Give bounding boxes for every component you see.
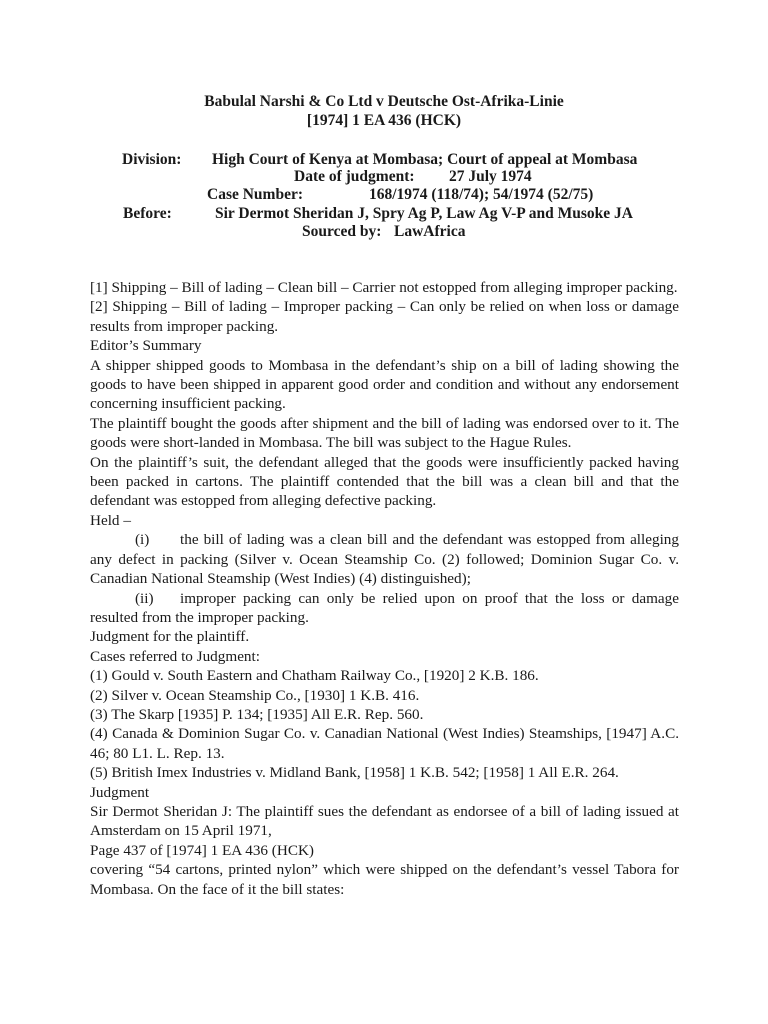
case-reference: (2) Silver v. Ocean Steamship Co., [1930] 1 K.B. 416.	[90, 686, 420, 704]
division-label: Division:	[122, 151, 182, 168]
summary-paragraph: A shipper shipped goods to Mombasa in the defendant’s ship on a bill of lading showing the goods to have been shipped in apparent good order and condition and without any endorsement concerning insufficient packing.	[90, 356, 679, 413]
case-number-value: 168/1974 (118/74); 54/1974 (52/75)	[369, 186, 594, 203]
held-item-number: (ii)	[135, 589, 154, 607]
held-item	[90, 530, 679, 588]
document-body	[90, 278, 679, 899]
before-value: Sir Dermot Sheridan J, Spry Ag P, Law Ag V-P and Musoke JA	[215, 205, 633, 222]
judgment-paragraph: covering “54 cartons, printed nylon” which were shipped on the defendant’s vessel Tabora for Mombasa. On the face of it the bill states:	[90, 861, 679, 898]
case-title: Babulal Narshi & Co Ltd v Deutsche Ost-Afrika-Linie	[204, 93, 564, 110]
cases-heading: Cases referred to Judgment:	[90, 647, 260, 665]
case-number-label: Case Number:	[207, 186, 303, 203]
held-item-text: the bill of lading was a clean bill and the defendant was estopped from alleging any defect in packing (Silver v. Ocean Steamship Co. (2) followed; Dominion Sugar Co. v. Canadian National Steamship (West Indies) (4) distinguished);	[90, 531, 679, 588]
sourced-value: LawAfrica	[394, 223, 466, 240]
date-label: Date of judgment:	[294, 168, 415, 185]
page-marker: Page 437 of [1974] 1 EA 436 (HCK)	[90, 841, 314, 859]
headnote-2: [2] Shipping – Bill of lading – Improper packing – Can only be relied on when loss or damage results from improper packing.	[90, 298, 679, 335]
sourced-label: Sourced by:	[302, 223, 382, 240]
held-item	[90, 589, 679, 628]
case-reference: (1) Gould v. South Eastern and Chatham Railway Co., [1920] 2 K.B. 186.	[90, 667, 539, 685]
editors-summary-heading: Editor’s Summary	[90, 337, 202, 355]
before-label: Before:	[123, 205, 172, 222]
date-value: 27 July 1974	[449, 168, 532, 185]
division-value: High Court of Kenya at Mombasa; Court of appeal at Mombasa	[212, 151, 638, 168]
held-item-text: improper packing can only be relied upon on proof that the loss or damage resulted from the improper packing.	[90, 589, 679, 626]
judgment-heading: Judgment	[90, 783, 150, 801]
case-citation: [1974] 1 EA 436 (HCK)	[306, 112, 462, 129]
judgment-paragraph: Sir Dermot Sheridan J: The plaintiff sues the defendant as endorsee of a bill of lading issued at Amsterdam on 15 April 1971,	[90, 802, 679, 840]
held-heading: Held –	[90, 511, 131, 529]
case-reference: (5) British Imex Industries v. Midland Bank, [1958] 1 K.B. 542; [1958] 1 All E.R. 264.	[90, 764, 619, 782]
held-item-number: (i)	[135, 531, 150, 549]
case-reference: (4) Canada & Dominion Sugar Co. v. Canadian National (West Indies) Steamships, [1947] A.C. 46; 80 L1. L. Rep. 13.	[90, 725, 679, 762]
headnote-1: [1] Shipping – Bill of lading – Clean bill – Carrier not estopped from alleging improper packing.	[90, 279, 678, 296]
case-reference: (3) The Skarp [1935] P. 134; [1935] All E.R. Rep. 560.	[90, 705, 424, 723]
summary-paragraph: The plaintiff bought the goods after shipment and the bill of lading was endorsed over to it. The goods were short-landed in Mombasa. The bill was subject to the Hague Rules.	[90, 414, 679, 452]
summary-paragraph: On the plaintiff’s suit, the defendant alleged that the goods were insufficiently packed having been packed in cartons. The plaintiff contended that the bill was a clean bill and that the defendant was estopped from alleging defective packing.	[90, 453, 679, 510]
judgment-result: Judgment for the plaintiff.	[90, 628, 250, 646]
